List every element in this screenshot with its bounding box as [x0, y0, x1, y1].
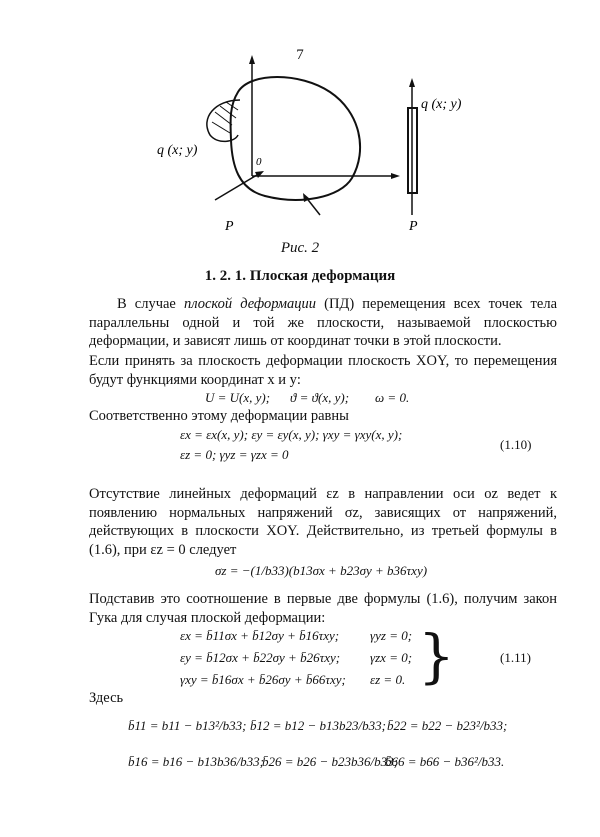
equation-sigma-z: σz = −(1/b33)(b13σx + b23σy + b36τxy) — [215, 563, 428, 578]
paragraph-5: Подставив это соотношение в первые две формулы (1.6), получим закон Гука для случая плоской деформации: — [89, 591, 557, 626]
equation-w: ω = 0. — [375, 390, 410, 405]
equation-111-brace: } — [418, 622, 455, 690]
load-label-right: q (x; y) — [421, 97, 462, 112]
paragraph-3: Соответственно этому деформации равны — [89, 408, 349, 424]
load-label-left: q (x; y) — [157, 143, 198, 158]
paragraph-2: Если принять за плоскость деформации плоскость XOY, то перемещения будут функциями координат x и y: — [89, 353, 557, 388]
figure-2 — [0, 0, 600, 260]
figure-caption: Рис. 2 — [280, 240, 320, 256]
equation-111-row-2-right: γzx = 0; — [370, 650, 413, 665]
coefficient-b16: b̄16 = b16 − b13b36/b33; — [128, 754, 264, 769]
paragraph-1 — [89, 295, 557, 351]
here-label: Здесь — [89, 690, 124, 706]
equation-111-row-3-left: γxy = b̄16σx + b̄26σy + b̄66τxy; — [180, 672, 346, 687]
equation-111-row-1-left: εx = b̄11σx + b̄12σy + b̄16τxy; — [180, 628, 340, 643]
coefficient-b12: b̄12 = b12 − b13b23/b33; — [250, 718, 386, 733]
coefficient-b26: b̄26 = b26 − b23b36/b33; — [262, 754, 398, 769]
equation-110-line-2: εz = 0; γyz = γzx = 0 — [180, 447, 289, 462]
load-area — [207, 100, 240, 141]
equation-111-row-2-left: εy = b̄12σx + b̄22σy + b̄26τxy; — [180, 650, 341, 665]
coefficient-b66: b̄66 = b66 − b36²/b33. — [385, 754, 505, 769]
equation-v: ϑ = ϑ(x, y); — [290, 390, 350, 405]
coefficient-b22: b̄22 = b22 − b23²/b33; — [387, 718, 508, 733]
force-label-left: P — [225, 219, 234, 234]
body-outline — [231, 77, 361, 200]
para1-text-b: (ПД) перемещения всех точек тела параллельны одной и той же плоскости, называемой плоскостью деформации, и зависят лишь от координат точки в этой плоскости. — [89, 296, 558, 349]
section-title: 1. 2. 1. Плоская деформация — [204, 268, 396, 284]
paragraph-4: Отсутствие линейных деформаций εz в направлении оси oz ведет к появлению нормальных напряжений σz, зависящих от напряжений, действующих в плоскости XOY. Действительно, из третьей формулы в (1.6), при εz = 0 следует — [89, 486, 557, 558]
para1-emphasis: плоской деформации — [184, 296, 317, 312]
force-label-right: P — [409, 219, 418, 234]
equation-111-row-3-right: εz = 0. — [370, 672, 406, 687]
equation-110-number: (1.10) — [500, 437, 532, 452]
page-number: 7 — [296, 47, 304, 63]
equation-111-number: (1.11) — [500, 650, 531, 665]
equation-111-row-1-right: γyz = 0; — [370, 628, 413, 643]
para1-text-a: В случае — [117, 296, 184, 312]
equation-u: U = U(x, y); — [205, 390, 271, 405]
coefficient-b11: b̄11 = b11 − b13²/b33; — [128, 718, 247, 733]
origin-label: 0 — [256, 156, 262, 168]
equation-110-line-1: εx = εx(x, y); εy = εy(x, y); γxy = γxy(x, y); — [180, 427, 403, 442]
